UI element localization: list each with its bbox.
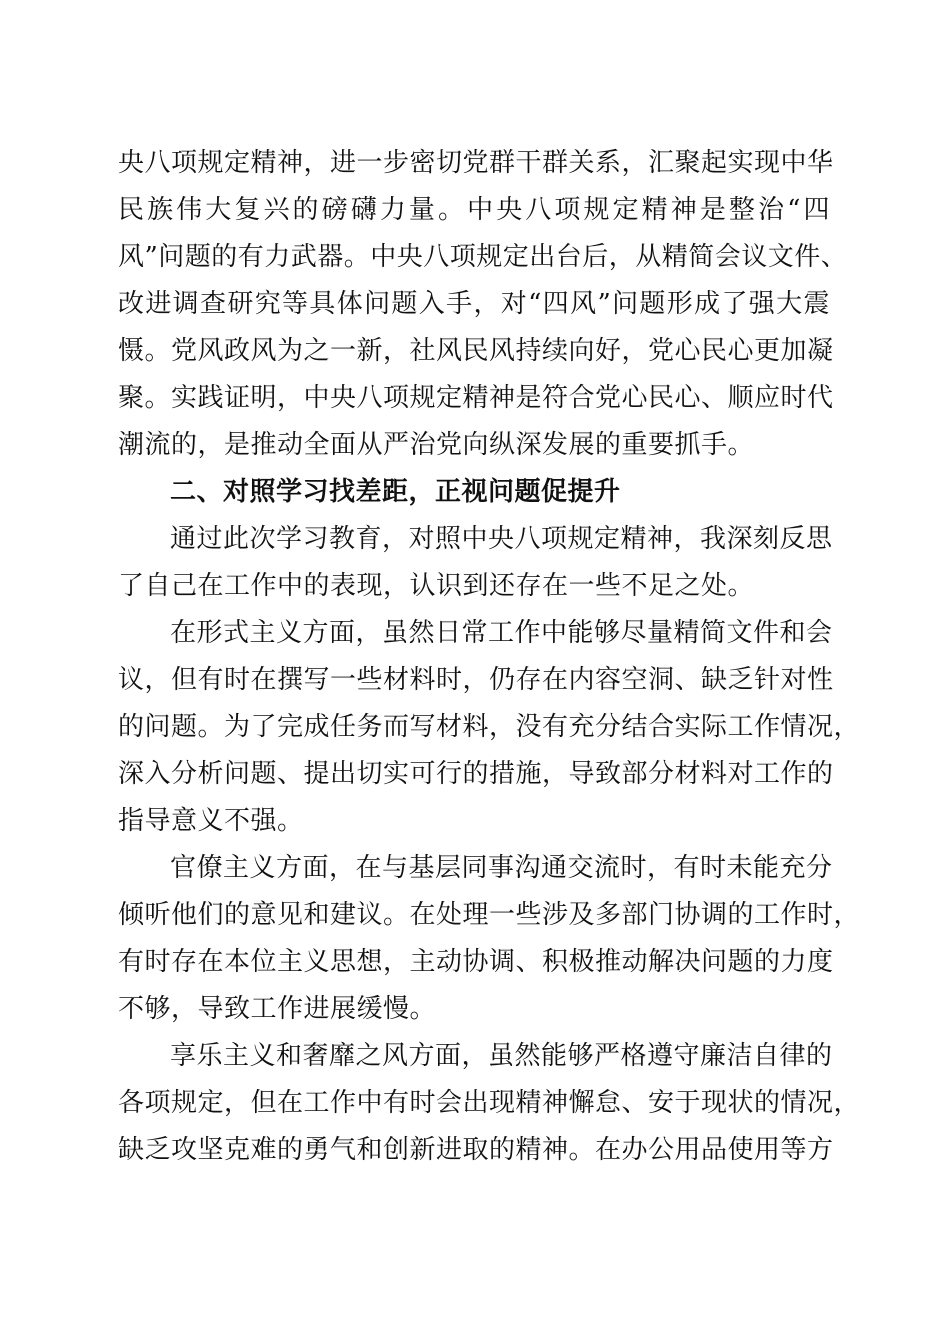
text-line: 议，但有时在撰写一些材料时，仍存在内容空洞、缺乏针对性: [118, 665, 834, 695]
text-line: 在形式主义方面，虽然日常工作中能够尽量精简文件和会: [170, 618, 833, 648]
text-line: 风”问题的有力武器。中央八项规定出台后，从精简会议文件、: [118, 242, 848, 272]
text-line: 的问题。为了完成任务而写材料，没有充分结合实际工作情况，: [118, 712, 861, 742]
text-line: 官僚主义方面，在与基层同事沟通交流时，有时未能充分: [170, 853, 833, 883]
document-page: [118, 140, 861, 1174]
text-line: 改进调查研究等具体问题入手，对“四风”问题形成了强大震: [118, 289, 830, 319]
intro-paragraph: [118, 516, 833, 610]
text-line: 聚。实践证明，中央八项规定精神是符合党心民心、顺应时代: [118, 383, 834, 413]
bureaucratism-paragraph: [118, 845, 861, 1033]
text-line: 倾听他们的意见和建议。在处理一些涉及多部门协调的工作时，: [118, 900, 861, 930]
text-line: 不够，导致工作进展缓慢。: [118, 994, 437, 1024]
text-line: 潮流的，是推动全面从严治党向纵深发展的重要抓手。: [118, 430, 755, 460]
text-line: 享乐主义和奢靡之风方面，虽然能够严格遵守廉洁自律的: [170, 1041, 833, 1071]
text-line: 缺乏攻坚克难的勇气和创新进取的精神。在办公用品使用等方: [118, 1135, 834, 1165]
text-line: 指导意义不强。: [118, 806, 304, 836]
text-line: 央八项规定精神，进一步密切党群干群关系，汇聚起实现中华: [118, 148, 834, 178]
formalism-paragraph: [118, 610, 861, 845]
section-one-paragraph: [118, 140, 848, 469]
text-line: 慑。党风政风为之一新，社风民风持续向好，党心民心更加凝: [118, 336, 834, 366]
text-line: 民族伟大复兴的磅礴力量。中央八项规定精神是整治“四: [118, 195, 830, 225]
text-line: 通过此次学习教育，对照中央八项规定精神，我深刻反思: [170, 524, 833, 554]
text-line: 了自己在工作中的表现，认识到还存在一些不足之处。: [118, 571, 755, 601]
text-line: 有时存在本位主义思想，主动协调、积极推动解决问题的力度: [118, 947, 834, 977]
section-two-heading: 二、对照学习找差距，正视问题促提升: [170, 477, 621, 507]
hedonism-paragraph: [118, 1033, 861, 1174]
text-line: 各项规定，但在工作中有时会出现精神懈怠、安于现状的情况，: [118, 1088, 861, 1118]
text-line: 深入分析问题、提出切实可行的措施，导致部分材料对工作的: [118, 759, 834, 789]
